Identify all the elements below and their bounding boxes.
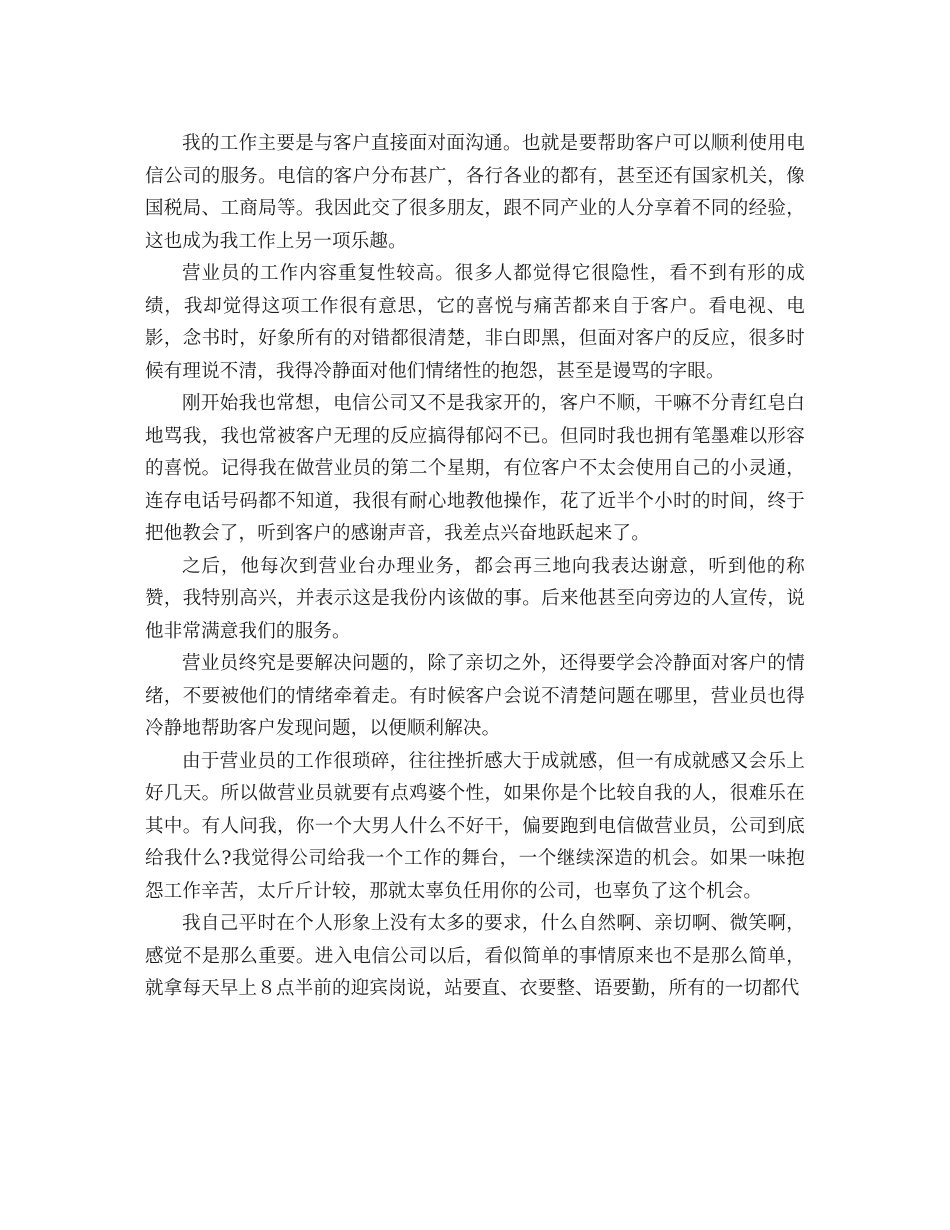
paragraph-7: 我自己平时在个人形象上没有太多的要求，什么自然啊、亲切啊、微笑啊，感觉不是那么重要。进入电信公司以后，看似简单的事情原来也不是那么简单，就拿每天早上８点半前的迎宾岗说，站要直、衣要整、语要勤，所有的一切都代 — [145, 913, 805, 999]
paragraph-5: 营业员终究是要解决问题的，除了亲切之外，还得要学会冷静面对客户的情绪，不要被他们的情绪牵着走。有时候客户会说不清楚问题在哪里，营业员也得冷静地帮助客户发现问题，以便顺利解决。 — [145, 653, 805, 739]
paragraph-1: 我的工作主要是与客户直接面对面沟通。也就是要帮助客户可以顺利使用电信公司的服务。电信的客户分布甚广，各行各业的都有，甚至还有国家机关，像国税局、工商局等。我因此交了很多朋友，跟不同产业的人分享着不同的经验，这也成为我工作上另一项乐趣。 — [145, 133, 805, 252]
paragraph-6: 由于营业员的工作很琐碎，往往挫折感大于成就感，但一有成就感又会乐上好几天。所以做营业员就要有点鸡婆个性，如果你是个比较自我的人，很难乐在其中。有人问我，你一个大男人什么不好干，偏要跑到电信做营业员，公司到底给我什么?我觉得公司给我一个工作的舞台，一个继续深造的机会。如果一味抱怨工作辛苦，太斤斤计较，那就太辜负任用你的公司，也辜负了这个机会。 — [145, 750, 805, 902]
paragraph-4: 之后，他每次到营业台办理业务，都会再三地向我表达谢意，听到他的称赞，我特别高兴，并表示这是我份内该做的事。后来他甚至向旁边的人宣传，说他非常满意我们的服务。 — [145, 555, 805, 642]
paragraph-3: 刚开始我也常想，电信公司又不是我家开的，客户不顺，干嘛不分青红皂白地骂我，我也常被客户无理的反应搞得郁闷不已。但同时我也拥有笔墨难以形容的喜悦。记得我在做营业员的第二个星期，有位客户不太会使用自己的小灵通，连存电话号码都不知道，我很有耐心地教他操作，花了近半个小时的时间，终于把他教会了，听到客户的感谢声音，我差点兴奋地跃起来了。 — [145, 393, 805, 544]
document-body — [145, 128, 805, 1006]
paragraph-2: 营业员的工作内容重复性较高。很多人都觉得它很隐性，看不到有形的成绩，我却觉得这项工作很有意思，它的喜悦与痛苦都来自于客户。看电视、电影，念书时，好象所有的对错都很清楚，非白即黑，但面对客户的反应，很多时候有理说不清，我得冷静面对他们情绪性的抱怨，甚至是谩骂的字眼。 — [145, 263, 805, 382]
